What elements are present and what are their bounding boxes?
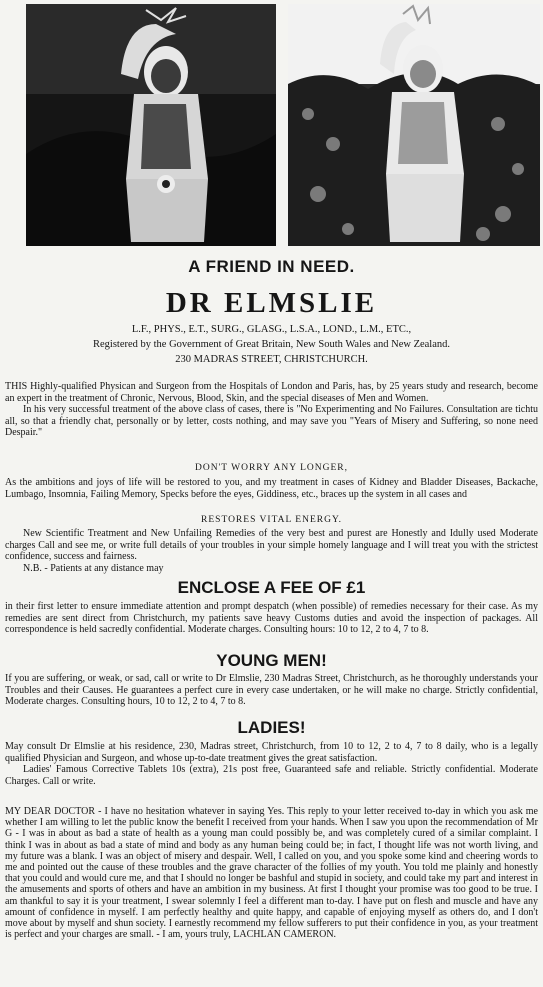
fee-heading: ENCLOSE A FEE OF £1 — [177, 578, 366, 597]
registration-line: Registered by the Government of Great Britain, New South Wales and New Zealand. — [92, 339, 451, 350]
young-men-heading: YOUNG MEN! — [216, 651, 327, 670]
headline: A FRIEND IN NEED. — [188, 257, 355, 276]
intro-section — [5, 381, 538, 439]
after-woodcut-illustration — [288, 4, 540, 246]
vital-note: N.B. - Patients at any distance may — [23, 562, 164, 574]
vital-paragraph: New Scientific Treatment and New Unfailing Remedies of the very best and purest are Honestly and Idully used Moderate charges Call and see me, or write full details of your troubles in your simple homely language and I will treat you with the strictest confidence, success and fairness. — [5, 528, 538, 563]
vital-heading: RESTORES VITAL ENERGY. — [201, 515, 342, 525]
vital-section — [5, 528, 538, 574]
ladies-section — [5, 741, 538, 787]
address-line: 230 MADRAS STREET, CHRISTCHURCH. — [175, 354, 368, 365]
doctor-name: DR ELMSLIE — [165, 287, 378, 319]
intro-paragraph-2: In his very successful treatment of the above class of cases, there is "No Experimenting and No Failures. Consultation are tichtu all, so that a friendly chat, personally or by letter, costs nothing, and may save you "Years of Misery and Suffering, so none need Despair." — [5, 404, 538, 439]
ladies-paragraph: May consult Dr Elmslie at his residence, 230, Madras street, Christchurch, from 10 to 12, 2 to 4, 7 to 8 daily, who is a legally qualified Physician and Surgeon, and whose up-to-date treatment gives the great satisfaction. — [5, 741, 538, 764]
worry-paragraph: As the ambitions and joys of life will be restored to you, and my treatment in cases of Kidney and Bladder Diseases, Backache, Lumbago, Insomnia, Failing Memory, Specks before the eyes, Giddiness, etc., braces up the system in all cases and — [5, 477, 538, 500]
testimonial-letter: MY DEAR DOCTOR - I have no hesitation whatever in saying Yes. This reply to your letter received to-day in which you ask me whether I am willing to let the public know the benefit I received from your hands. When I saw you upon the recommendation of Mr G - I was in about as bad a state of health as a young man could possibly be, and was completely cured of a similar complaint. I think I was in about as bad a state of mind and body as any human being could be; in fact, I thought life was not worth living, and my future was a blank. I was an object of misery and despair. Well, I called on you, and you spoke some kind and cheering words to me and pointed out the cause of these troubles and the grave character of the follies of my youth. You told me plainly and honestly that you could and would cure me, and that I should no longer be bashful and stupid in society, and could take my part and interest in the amusements and sports of others and have an ambition in my business. At first I thought your promise was too good to be true. I am thankful to say it is your treatment, I swear solemnly I feel a different man to-day. I have put on flesh and muscle and have any amount of confidence in myself. I am perfectly healthy and quite happy, and capable of enjoying myself as others do, and I don't move about by myself and shun society. I earnestly recommend my fellow sufferers to put their confidence in you, as your treatment is perfect and your charges are small. - I am, yours truly, LACHLAN CAMERON. — [5, 806, 538, 941]
intro-paragraph: THIS Highly-qualified Physican and Surgeon from the Hospitals of London and Paris, has, by 25 years study and research, become an expert in the treatment of Chronic, Nervous, Blood, Skin, and the special diseases of Men and Women. — [5, 381, 538, 404]
worry-heading: DON'T WORRY ANY LONGER, — [195, 463, 348, 473]
fee-paragraph: in their first letter to ensure immediate attention and prompt despatch (when possible) of remedies necessary for their case. As my remedies are sent direct from Christchurch, my patients save heavy Customs duties and avoid the inspection of packages. All correspondence is held sacredly confidential. Moderate charges. Consulting hours: 10 to 12, 2 to 4, 7 to 8. — [5, 601, 538, 636]
young-men-paragraph: If you are suffering, or weak, or sad, call or write to Dr Elmslie, 230 Madras Street, Christchurch, as he thoroughly understands your Troubles and their Causes. He guarantees a perfect cure in every case undertaken, or he will make no charge. Strictly confidential, Moderate charges. Consulting hours, 10 to 12, 2 to 4, 7 to 8. — [5, 673, 538, 708]
ladies-note: Ladies' Famous Corrective Tablets 10s (extra), 21s post free, Guaranteed safe and reliable. Strictly confidential. Moderate Charges. Call or write. — [5, 764, 538, 787]
ladies-heading: LADIES! — [237, 718, 306, 737]
illustration-row — [0, 0, 543, 252]
qualifications: L.F., PHYS., E.T., SURG., GLASG., L.S.A., LOND., L.M., ETC., — [131, 324, 412, 335]
before-woodcut-illustration — [26, 4, 276, 246]
